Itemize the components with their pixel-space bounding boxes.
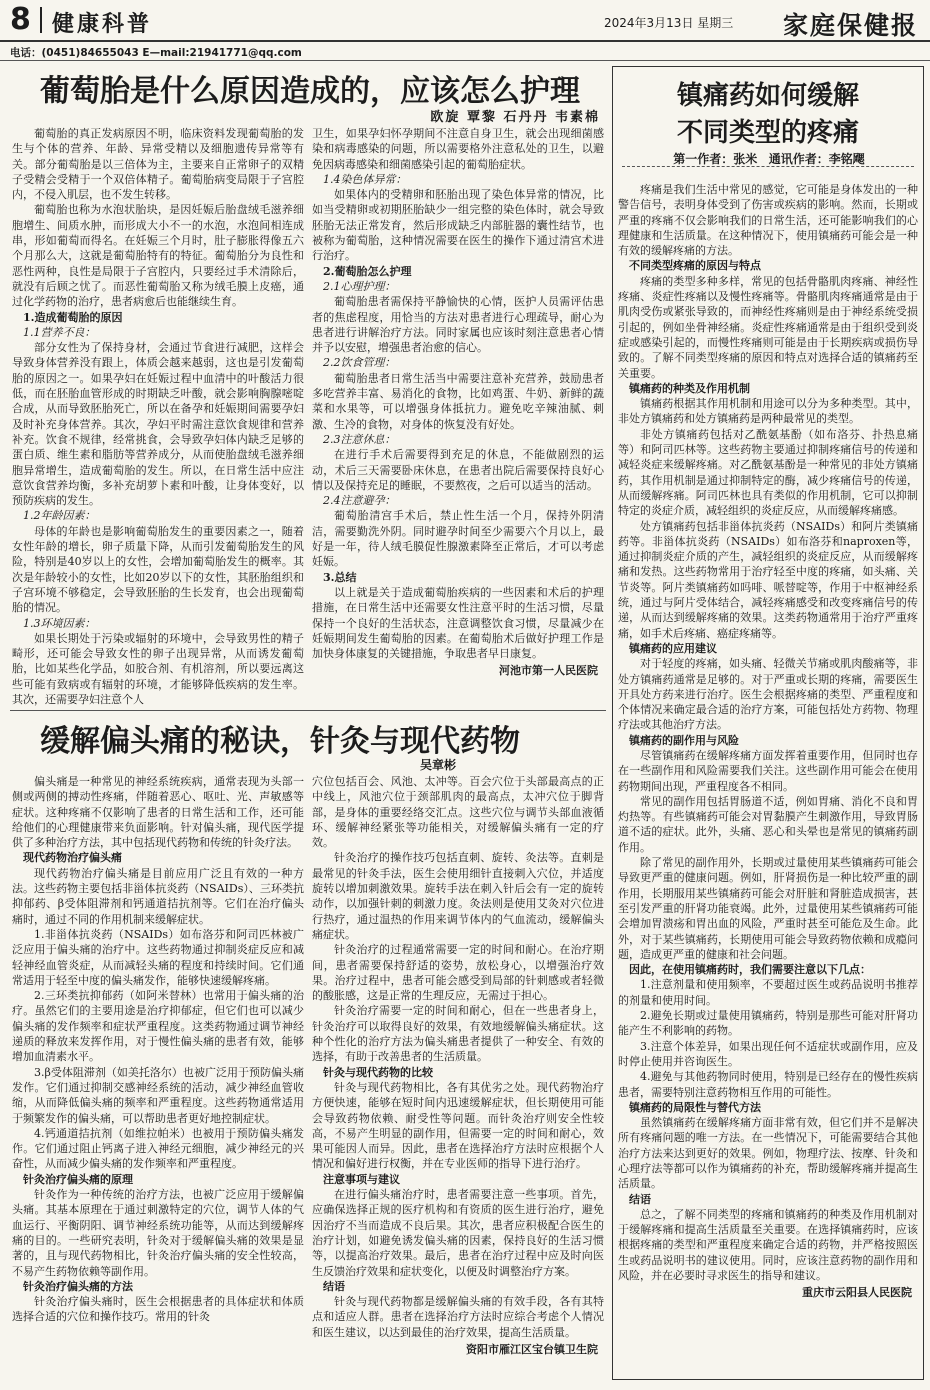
paragraph: 镇痛药根据其作用机制和用途可以分为多种类型。其中，非处方镇痛药和处方镇痛药是两种最常见的类型。: [618, 397, 918, 426]
subheading: 现代药物治疗偏头痛: [23, 851, 122, 865]
box-rule: [622, 166, 914, 167]
article1-authors: 欧旋 覃黎 石丹丹 韦素棉: [430, 110, 600, 125]
subheading: 不同类型疼痛的原因与特点: [629, 259, 761, 273]
subheading: 针灸治疗偏头痛的原理: [23, 1172, 133, 1186]
paragraph: 卫生，如果孕妇怀孕期间不注意自身卫生，就会出现细菌感染和病毒感染的问题，所以需要格外注意私处的卫生，以避免因病毒感染和细菌感染引起的葡萄胎症状。: [312, 127, 604, 171]
paragraph: 2.避免长期或过量使用镇痛药，特别是那些可能对肝肾功能产生不利影响的药物。: [618, 1009, 918, 1038]
paragraph: 偏头痛是一种常见的神经系统疾病，通常表现为头部一侧或两侧的搏动性疼痛，伴随着恶心、呕吐、光、声敏感等症状。这种疼痛不仅影响了患者的日常生活和工作，还可能给他们的心理健康带来负面影响。针对偏头痛，现代医学提供了多种治疗方法，其中包括现代药物和传统的针灸疗法。: [12, 775, 304, 850]
minor-heading: 2.3注意休息：: [323, 432, 396, 446]
first-author: 张米: [733, 152, 758, 166]
paragraph: 总之，了解不同类型的疼痛和镇痛药的种类及作用机制对于缓解疼痛和提高生活质量至关重要。在选择镇痛药时，应该根据疼痛的类型和严重程度来确定合适的药物，并严格按照医生或药品说明书的建议使用。同时，应该注意药物的副作用和风险，并在必要时寻求医生的指导和建议。: [618, 1207, 918, 1283]
paragraph: 针灸作为一种传统的治疗方法，也被广泛应用于缓解偏头痛。其基本原理在于通过刺激特定的穴位，调节人体的气血运行、平衡阴阳、调节神经系统功能等，从而达到缓解疼痛的目的。一些研究表明，针灸对于缓解偏头痛的效果是显著的，且与现代药物相比，针灸治疗偏头痛的安全性较高，不易产生药物依赖等副作用。: [12, 1188, 304, 1278]
article2-title: 缓解偏头痛的秘诀，针灸与现代药物: [40, 724, 520, 759]
paragraph: 针灸治疗偏头痛时，医生会根据患者的具体症状和体质选择合适的穴位和操作技巧。常用的针灸: [12, 1295, 304, 1324]
article3-title-line-1: 镇痛药如何缓解: [676, 81, 859, 111]
paragraph: 处方镇痛药包括非甾体抗炎药（NSAIDs）和阿片类镇痛药等。非甾体抗炎药（NSAIDs）如布洛芬和naproxen等，通过抑制炎症介质的产生，减轻组织的炎症反应，从而缓解疼痛和发热。这些药物常用于治疗轻至中度的疼痛，如头痛、关节炎等。阿片类镇痛药如吗啡、哌替啶等，作用于中枢神经系统，通过与阿片受体结合，减轻疼痛感受和改变疼痛信号的传递，从而达到缓解疼痛的效果。这类药物通常用于治疗严重疼痛，如手术后疼痛、癌症疼痛等。: [618, 519, 918, 640]
paragraph: 如果长期处于污染或辐射的环境中，会导致男性的精子畸形，还可能会导致女性的卵子出现异常，从而诱发葡萄胎，比如某些化学品，如胶合剂、有机溶剂，所以要远离这些可能有致病或有辐射的环境，才能够降低疾病的发生率。其次，还需要孕妇注意个人: [12, 631, 304, 706]
paragraph: 葡萄胎也称为水泡状胎块，是因妊娠后胎盘绒毛滋养细胞增生、间质水肿，而形成大小不一的水泡，水泡间相连成串，形如葡萄而得名。在妊娠三个月时，肚子膨胀得像五六个月那么大，这就是葡萄胎特有的特征。葡萄胎分为良性和恶性两种，良性是局限于子宫腔内，只要经过手术清除后，就没有后顾之忧了。而恶性葡萄胎又称为绒毛膜上皮癌，通过化学药物的治疗，患者病愈后也能继续生育。: [12, 203, 304, 309]
article3-body: [618, 182, 918, 1376]
institution-credit: 河池市第一人民医院: [499, 664, 598, 678]
masthead: [0, 0, 930, 42]
article3-authors: [624, 150, 914, 167]
article1-column-1: [12, 126, 304, 706]
article-divider: [10, 710, 606, 711]
paragraph: 除了常见的副作用外，长期或过量使用某些镇痛药可能会导致更严重的健康问题。例如，肝肾损伤是一种比较严重的副作用，长期服用某些镇痛药可能会对肝脏和肾脏造成损害，甚至引发严重的肝肾功能衰竭。此外，过量使用某些镇痛药可能会增加胃溃疡和胃出血的风险，严重时甚至可能危及生命。此外，对于某些镇痛药，长期使用可能会导致药物依赖和成瘾问题，造成更严重的健康和社会问题。: [618, 856, 918, 961]
subheading: 结语: [629, 1192, 651, 1206]
article3-title-line-2: 不同类型的疼痛: [676, 118, 859, 148]
paragraph: 3.β受体阻滞剂（如美托洛尔）也被广泛用于预防偏头痛发作。它们通过抑制交感神经系统的活动，减少神经血管收缩，从而降低偏头痛的频率和严重程度。这些药物通常适用于频繁发作的偏头痛，可以帮助患者更好地控制症状。: [12, 1065, 304, 1125]
subheading: 1.造成葡萄胎的原因: [23, 310, 123, 324]
paragraph: 以上就是关于造成葡萄胎疾病的一些因素和术后的护理措施，在日常生活中还需要女性注意平时的生活习惯，尽量保持一个良好的生活状态，注意调整饮食习惯，尽量减少在妊娠期间发生葡萄胎的因素。在葡萄胎术后做好护理工作是加快身体康复的关键措施，争取患者早日康复。: [312, 585, 604, 661]
minor-heading: 1.1营养不良：: [23, 325, 96, 339]
paragraph: 对于轻度的疼痛，如头痛、轻微关节痛或肌肉酸痛等，非处方镇痛药通常是足够的。对于严重或长期的疼痛，需要医生开具处方药来进行治疗。医生会根据疼痛的类型、严重程度和个体情况来确定最合适的治疗方案，可能包括处方药物、物理疗法或其他治疗方法。: [618, 657, 918, 732]
minor-heading: 1.3环境因素：: [23, 616, 96, 630]
article1-title: 葡萄胎是什么原因造成的，应该怎么护理: [40, 74, 580, 109]
author-label-2: 通讯作者：: [768, 152, 829, 166]
article2-author: 吴章彬: [420, 758, 457, 772]
page-number: 8: [10, 2, 31, 37]
subheading: 镇痛药的应用建议: [629, 641, 717, 655]
paragraph: 现代药物治疗偏头痛是目前应用广泛且有效的一种方法。这些药物主要包括非甾体抗炎药（NSAIDs）、三环类抗抑郁药、β受体阻滞剂和钙通道拮抗剂等。它们在治疗偏头痛时，通过不同的作用机制来缓解症状。: [12, 866, 304, 926]
contact-line: 电话：(0451)84655043 E—mail:21941771@qq.com: [10, 47, 302, 59]
paragraph: 2.三环类抗抑郁药（如阿米替林）也常用于偏头痛的治疗。虽然它们的主要用途是治疗抑郁症，但它们也可以减少偏头痛的发作频率和症状严重程度。这类药物通过调节神经递质的释放来发挥作用，对于慢性偏头痛的患者有效，能够增加血清素水平。: [12, 989, 304, 1064]
paragraph: 3.注意个体差异，如果出现任何不适症状或副作用，应及时停止使用并咨询医生。: [618, 1039, 918, 1068]
paragraph: 4.避免与其他药物同时使用，特别是已经存在的慢性疾病患者，需要特别注意药物相互作用的可能性。: [618, 1070, 918, 1099]
paragraph: 部分女性为了保持身材，会通过节食进行减肥，这样会导致身体营养没有跟上，体质会越来越弱，这也是引发葡萄胎的原因之一。如果孕妇在妊娠过程中血清中的叶酸活力很低，而在胚胎血管形成的时期缺乏叶酸，就会影响胸腺嘧啶合成，从而导致胚胎死亡，所以在备孕和妊娠期间需要孕妇及时补充身体营养。其次，孕妇平时需注意饮食规律和营养补充。饮食不规律，经常挑食，会导致孕妇体内缺乏足够的蛋白质、维生素和脂肪等营养成分，从而使胎盘绒毛滋养细胞异常增生，造成葡萄胎的发生。所以，在日常生活中应注意饮食营养均衡，多补充胡萝卜素和叶酸，让身体变好，以预防疾病的发生。: [12, 341, 304, 508]
article3-title: [612, 78, 924, 152]
subheading: 镇痛药的种类及作用机制: [629, 381, 750, 395]
section-name: 健康科普: [52, 12, 153, 37]
subheading: 注意事项与建议: [323, 1172, 400, 1186]
article2-column-2: [312, 774, 604, 1374]
article2-column-1: [12, 774, 304, 1374]
subheading: 2.葡萄胎怎么护理: [323, 264, 412, 278]
paragraph: 葡萄胎的真正发病原因不明，临床资料发现葡萄胎的发生与个体的营养、年龄、异常受精以及细胞遗传异常等有关。部分葡萄胎是以三倍体为主，主要来自正常卵子的双精子受精会受精于一个双倍体精子。葡萄胎病变局限于子宫腔内，不侵入肌层，也不发生转移。: [12, 127, 304, 202]
paragraph: 1.注意剂量和使用频率，不要超过医生或药品说明书推荐的剂量和使用时间。: [618, 978, 918, 1007]
subheading: 镇痛药的局限性与替代方法: [629, 1100, 761, 1114]
paragraph: 针灸治疗的操作技巧包括直刺、旋转、灸法等。直刺是最常见的针灸手法，医生会使用细针直接刺入穴位，并适度旋转以增加刺激效果。旋转手法在刺入针后会有一定的旋转动作，以加强针刺的刺激力度。灸法则是使用艾灸对穴位进行热疗，通过温热的作用来调节体内的气血流动，缓解偏头痛症状。: [312, 851, 604, 941]
paragraph: 针灸与现代药物都是缓解偏头痛的有效手段，各有其特点和适应人群。患者在选择治疗方法时应综合考虑个人情况和医生建议，以达到最佳的治疗效果，提高生活质量。: [312, 1295, 604, 1339]
institution-credit: 资阳市雁江区宝台镇卫生院: [466, 1342, 598, 1356]
paragraph: 尽管镇痛药在缓解疼痛方面发挥着重要作用，但同时也存在一些副作用和风险需要我们关注。这些副作用可能会在使用药物期间出现，严重程度各不相同。: [618, 748, 918, 793]
institution-credit: 重庆市云阳县人民医院: [802, 1286, 912, 1300]
subheading: 3.总结: [323, 570, 357, 584]
paragraph: 非处方镇痛药包括对乙酰氨基酚（如布洛芬、扑热息痛等）和阿司匹林等。这些药物主要通过抑制疼痛信号的传递和减轻炎症来缓解疼痛。对乙酰氨基酚是一种常见的非处方镇痛药，其作用机制是通过抑制特定的酶，减少疼痛信号的传递，从而缓解疼痛。阿司匹林也具有类似的作用机制，它可以抑制特定的炎症介质，减轻组织的炎症反应，从而缓解疼痛感。: [618, 427, 918, 518]
paragraph: 母体的年龄也是影响葡萄胎发生的重要因素之一，随着女性年龄的增长，卵子质量下降，从而引发葡萄胎发生的风险，特别是40岁以上的女性，会增加葡萄胎发生的概率。其次是年龄较小的女性，比如20岁以下的女性，其胚胎组织和子宫环境不够稳定，会导致胚胎的生长发育，也会出现葡萄胎的情况。: [12, 524, 304, 615]
paragraph: 常见的副作用包括胃肠道不适，例如胃痛、消化不良和胃灼热等。有些镇痛药可能会对胃黏膜产生刺激作用，导致胃肠道不适的症状。此外，头痛、恶心和头晕也是常见的镇痛药副作用。: [618, 794, 918, 854]
paper-name: 家庭保健报: [782, 11, 918, 40]
paragraph: 虽然镇痛药在缓解疼痛方面非常有效，但它们并不是解决所有疼痛问题的唯一方法。在一些情况下，可能需要结合其他治疗方法来达到更好的效果。例如，物理疗法、按摩、针灸和心理疗法等都可以作为镇痛药的补充，帮助缓解疼痛并提高生活质量。: [618, 1116, 918, 1191]
minor-heading: 1.2年龄因素：: [23, 509, 96, 523]
paragraph: 疼痛的类型多种多样，常见的包括骨骼肌肉疼痛、神经性疼痛、炎症性疼痛以及慢性疼痛等。骨骼肌肉疼痛通常是由于肌肉受伤或紧张导致的，而神经性疼痛则是由于神经系统受损引起的，例如坐骨神经痛。炎症性疼痛通常是由于组织受到炎症或感染引起的，而慢性疼痛则可能是由于长期疾病或损伤导致的。了解不同类型疼痛的原因和特点对选择合适的镇痛药至关重要。: [618, 274, 918, 380]
minor-heading: 2.1心理护理：: [323, 279, 396, 293]
subheading: 镇痛药的副作用与风险: [629, 733, 739, 747]
corresponding-author: 李铭飔: [828, 152, 865, 166]
paragraph: 葡萄胎清宫手术后，禁止性生活一个月，保持外阴清洁，需要勤洗外阴。同时避孕时间至少需要六个月以上，最好是一年，待人绒毛膜促性腺激素降至正常后，才可以考虑妊娠。: [312, 509, 604, 569]
paragraph: 穴位包括百会、风池、太冲等。百会穴位于头部最高点的正中线上，风池穴位于颈部肌肉的最高点，太冲穴位于脚背部，是身体的重要经络交汇点。这些穴位与调节头部血液循环、缓解神经紧张等功能相关，对缓解偏头痛有一定的疗效。: [312, 775, 604, 850]
subheading: 结语: [323, 1279, 345, 1293]
paragraph: 4.钙通道拮抗剂（如维拉帕米）也被用于预防偏头痛发作。它们通过阻止钙离子进入神经元细胞，减少神经元的兴奋性，从而减少偏头痛的发作频率和严重程度。: [12, 1126, 304, 1171]
paragraph: 如果体内的受精卵和胚胎出现了染色体异常的情况，比如当受精卵或初期胚胎缺少一组完整的染色体时，就会导致胚胎无法正常发育，然后形成缺乏内部脏器的囊性结节，也被称为葡萄胎，这种情况需要在医生的操作下通过清宫术进行治疗。: [312, 188, 604, 263]
minor-heading: 2.2饮食管理：: [323, 356, 396, 370]
paragraph: 葡萄胎患者日常生活当中需要注意补充营养，鼓励患者多吃营养丰富、易消化的食物，比如鸡蛋、牛奶、新鲜的蔬菜和水果等，可以增强身体抵抗力。避免吃辛辣油腻、刺激、生冷的食物，对身体的恢复没有好处。: [312, 371, 604, 431]
minor-heading: 2.4注意避孕：: [323, 494, 396, 508]
subheading: 针灸与现代药物的比较: [323, 1065, 433, 1079]
article1-column-2: [312, 126, 604, 706]
minor-heading: 1.4染色体异常：: [323, 172, 407, 186]
author-label-1: 第一作者：: [673, 152, 734, 166]
paragraph: 针灸治疗需要一定的时间和耐心，但在一些患者身上，针灸治疗可以取得良好的效果，有效地缓解偏头痛症状。这种个性化的治疗方法为偏头痛患者提供了一种安全、有效的选择，有助于改善患者的生活质量。: [312, 1004, 604, 1064]
subheading: 针灸治疗偏头痛的方法: [23, 1279, 133, 1293]
issue-date: 2024年3月13日 星期三: [604, 16, 734, 30]
paragraph: 针灸与现代药物相比，各有其优劣之处。现代药物治疗方便快速，能够在短时间内迅速缓解症状，但长期使用可能会导致药物依赖、耐受性等问题。而针灸治疗则安全性较高，不易产生明显的副作用，但需要一定的时间和耐心，效果可能因人而异。因此，患者在选择治疗方法时应根据个人情况和偏好进行权衡，并在专业医师的指导下进行治疗。: [312, 1080, 604, 1171]
subheading: 因此，在使用镇痛药时，我们需要注意以下几点：: [629, 963, 871, 977]
masthead-divider: [40, 7, 42, 33]
paragraph: 葡萄胎患者需保持平静愉快的心情，医护人员需评估患者的焦虑程度，用恰当的方法对患者进行心理疏导，耐心为患者进行讲解治疗方法。同时家属也应该时刻注意患者心情并予以安慰，增强患者治愈的信心。: [312, 295, 604, 355]
paragraph: 针灸治疗的过程通常需要一定的时间和耐心。在治疗期间，患者需要保持舒适的姿势，放松身心，以增强治疗效果。治疗过程中，患者可能会感受到局部的针刺感或者轻微的酸胀感，这是正常的生理反应，无需过于担心。: [312, 943, 604, 1003]
paragraph: 在进行偏头痛治疗时，患者需要注意一些事项。首先，应确保选择正规的医疗机构和有资质的医生进行治疗，避免因治疗不当而造成不良后果。其次，患者应积极配合医生的治疗计划，如避免诱发偏头痛的因素，保持良好的生活习惯等，以提高治疗效果。最后，患者在治疗过程中应及时向医生反馈治疗效果和症状变化，以便及时调整治疗方案。: [312, 1188, 604, 1278]
paragraph: 1.非甾体抗炎药（NSAIDs）如布洛芬和阿司匹林被广泛应用于偏头痛的治疗中。这些药物通过抑制炎症反应和减轻神经血管炎症，从而减轻头痛的程度和持续时间。它们通常适用于轻至中度的偏头痛发作，能够快速缓解疼痛。: [12, 927, 304, 987]
header-rule: [0, 60, 930, 61]
paragraph: 在进行手术后需要得到充足的休息，不能做剧烈的运动，术后三天需要卧床休息，在患者出院后需要保持良好心情以及保持充足的睡眠，不要熬夜，之后可以适当的活动。: [312, 448, 604, 492]
paragraph: 疼痛是我们生活中常见的感觉，它可能是身体发出的一种警告信号，表明身体受到了伤害或疾病的影响。然而，长期或严重的疼痛不仅会影响我们的日常生活，还可能影响我们的心理健康和生活质量。在这种情况下，使用镇痛药可能会是一种有效的缓解疼痛的方法。: [618, 183, 918, 258]
